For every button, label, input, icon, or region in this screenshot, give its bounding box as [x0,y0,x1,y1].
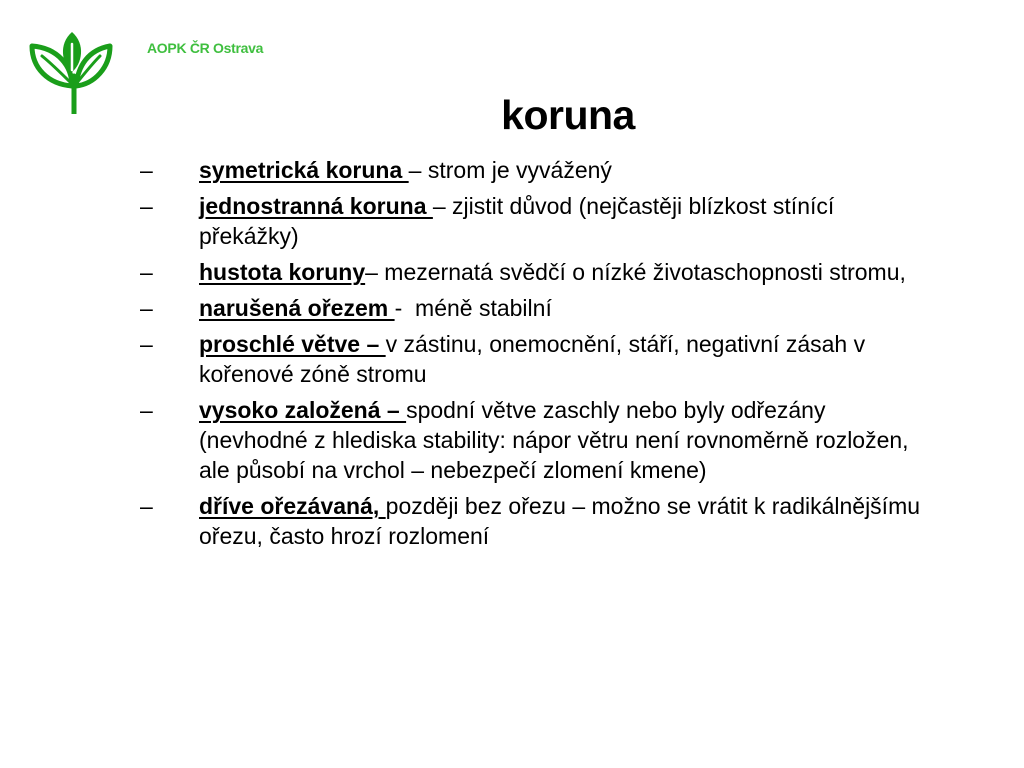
bullet-text: spodní větve zaschly nebo byly odřezány (nevhodné z hlediska stability: nápor větru není rovnoměrně rozložen, ale působí na vrchol – nebezpečí zlomení kmene) [199,397,915,483]
list-item [140,293,940,323]
bullet-text: – mezernatá svědčí o nízké životaschopnosti stromu, [365,259,906,285]
bullet-dash: – [140,397,153,423]
bullet-text: – zjistit důvod (nejčastěji blízkost stínící překážky) [199,193,841,249]
organization-name: AOPK ČR Ostrava [147,40,264,56]
bullet-dash: – [140,157,153,183]
bullet-term: hustota koruny [199,259,366,285]
slide-title: koruna [501,92,635,138]
bullet-term: jednostranná koruna [199,193,433,219]
bullet-dash: – [140,259,153,285]
list-item [140,191,940,251]
list-item [140,491,940,551]
list-item [140,155,940,185]
list-item [140,395,940,485]
list-item [140,329,940,389]
bullet-dash: – [140,295,153,321]
bullet-term: proschlé větve – [199,331,386,357]
bullet-dash: – [140,331,153,357]
bullet-dash: – [140,493,153,519]
bullet-term: symetrická koruna [199,157,409,183]
list-item [140,257,940,287]
bullet-term: narušená ořezem [199,295,395,321]
bullet-dash: – [140,193,153,219]
bullet-term: dříve ořezávaná, [199,493,386,519]
bullet-list [140,155,940,557]
bullet-text: – strom je vyvážený [408,157,612,183]
bullet-text: později bez ořezu – možno se vrátit k radikálnějšímu ořezu, často hrozí rozlomení [199,493,927,549]
bullet-term: vysoko založená – [199,397,407,423]
bullet-text: - méně stabilní [394,295,552,321]
bullet-text: v zástinu, onemocnění, stáří, negativní zásah v kořenové zóně stromu [199,331,872,387]
